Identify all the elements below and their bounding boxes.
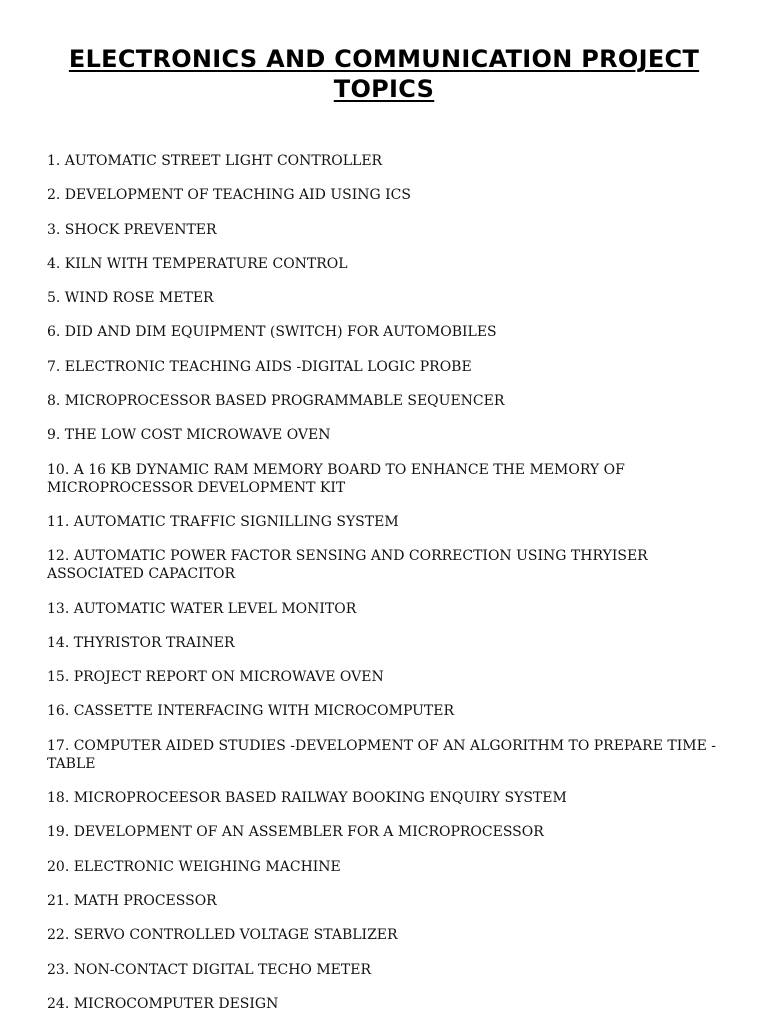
- list-item: 8. MICROPROCESSOR BASED PROGRAMMABLE SEQUENCER: [47, 393, 505, 410]
- list-item: 1. AUTOMATIC STREET LIGHT CONTROLLER: [47, 153, 383, 169]
- list-item: 23. NON-CONTACT DIGITAL TECHO METER: [47, 961, 372, 978]
- list-item: 22. SERVO CONTROLLED VOLTAGE STABLIZER: [47, 927, 398, 944]
- list-item: 5. WIND ROSE METER: [47, 290, 214, 307]
- list-item: 17. COMPUTER AIDED STUDIES -DEVELOPMENT OF AN ALGORITHM TO PREPARE TIME -TABLE: [47, 737, 716, 772]
- list-item: 7. ELECTRONIC TEACHING AIDS -DIGITAL LOGIC PROBE: [47, 358, 472, 375]
- list-item: 14. THYRISTOR TRAINER: [47, 634, 235, 651]
- list-item: 18. MICROPROCEESOR BASED RAILWAY BOOKING ENQUIRY SYSTEM: [47, 790, 567, 807]
- list-item: 2. DEVELOPMENT OF TEACHING AID USING ICS: [47, 187, 411, 204]
- document-title: [40, 44, 728, 104]
- list-item: 24. MICROCOMPUTER DESIGN: [47, 995, 279, 1012]
- list-item: 20. ELECTRONIC WEIGHING MACHINE: [47, 858, 341, 875]
- title-line-2: TOPICS: [333, 75, 435, 103]
- list-item: 16. CASSETTE INTERFACING WITH MICROCOMPUTER: [47, 703, 455, 720]
- project-topics-list: [47, 152, 727, 1029]
- list-item: 4. KILN WITH TEMPERATURE CONTROL: [47, 255, 348, 272]
- list-item: 6. DID AND DIM EQUIPMENT (SWITCH) FOR AUTOMOBILES: [47, 324, 497, 341]
- list-item: 9. THE LOW COST MICROWAVE OVEN: [47, 427, 331, 444]
- list-item: 10. A 16 KB DYNAMIC RAM MEMORY BOARD TO ENHANCE THE MEMORY OF MICROPROCESSOR DEVELOPMENT KIT: [47, 461, 625, 496]
- list-item: 15. PROJECT REPORT ON MICROWAVE OVEN: [47, 669, 384, 686]
- list-item: 12. AUTOMATIC POWER FACTOR SENSING AND CORRECTION USING THRYISER ASSOCIATED CAPACITOR: [47, 548, 648, 583]
- list-item: 19. DEVELOPMENT OF AN ASSEMBLER FOR A MICROPROCESSOR: [47, 824, 544, 841]
- title-line-1: ELECTRONICS AND COMMUNICATION PROJECT: [68, 45, 700, 73]
- list-item: 3. SHOCK PREVENTER: [47, 221, 217, 238]
- list-item: 11. AUTOMATIC TRAFFIC SIGNILLING SYSTEM: [47, 513, 399, 530]
- list-item: 21. MATH PROCESSOR: [47, 892, 217, 909]
- list-item: 13. AUTOMATIC WATER LEVEL MONITOR: [47, 600, 357, 617]
